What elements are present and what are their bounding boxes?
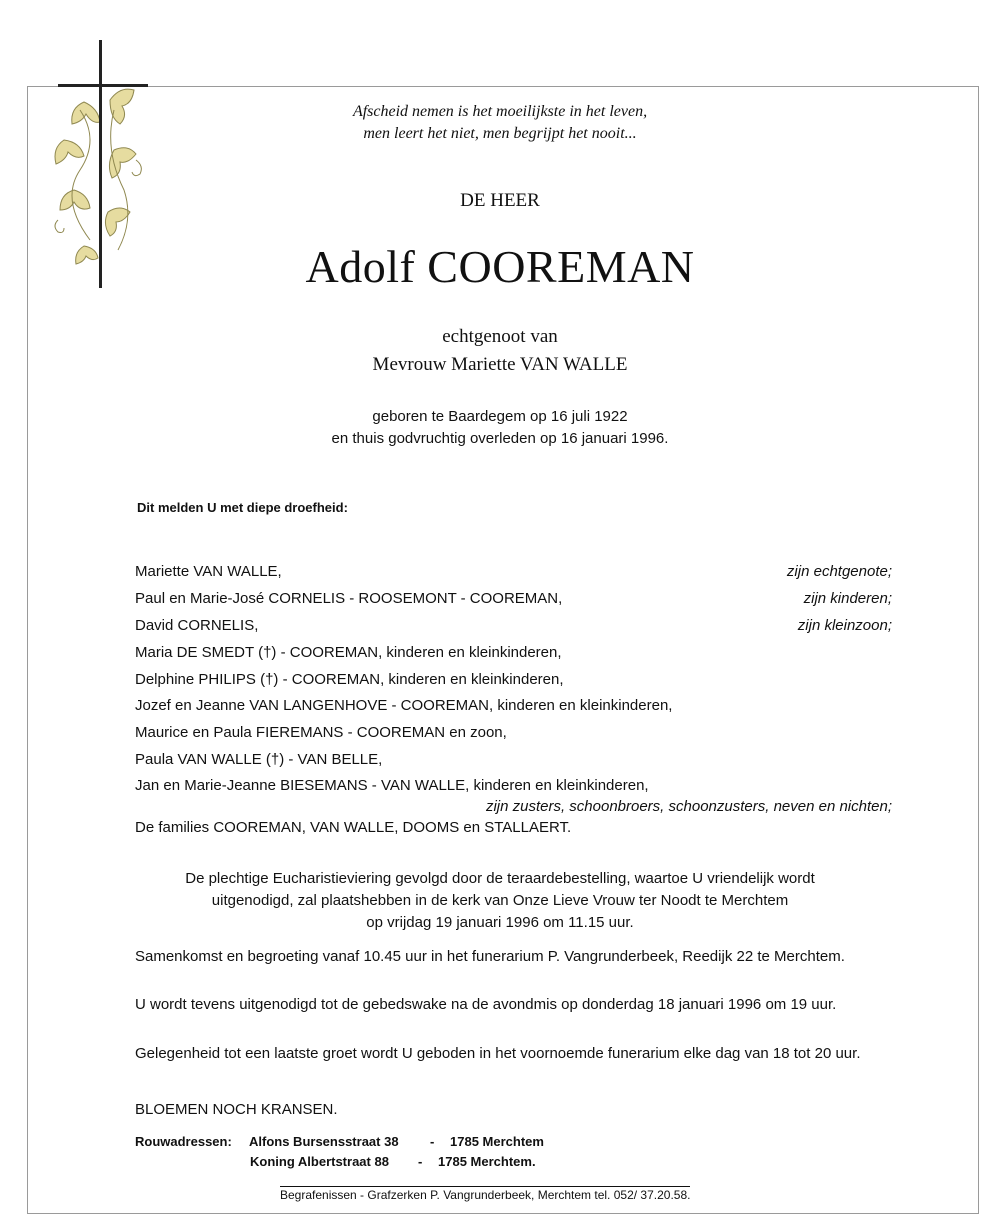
family-name: Delphine PHILIPS (†) - COOREMAN, kinderen en kleinkinderen, [135, 671, 564, 688]
family-relation: zijn kleinzoon; [797, 617, 892, 634]
ceremony-line-2: uitgenodigd, zal plaatshebben in de kerk van Onze Lieve Vrouw ter Noodt te Merchtem [211, 892, 789, 909]
quote-line-1: Afscheid nemen is het moeilijkste in het leven, [352, 103, 648, 120]
flowers-notice: BLOEMEN NOCH KRANSEN. [135, 1101, 338, 1118]
address-separator: - [430, 1134, 435, 1149]
address-street: Koning Albertstraat 88 [250, 1154, 389, 1169]
quote-line-2: men leert het niet, men begrijpt het nooit... [363, 125, 637, 142]
farewell-visit-paragraph: Gelegenheid tot een laatste groet wordt U geboden in het voornoemde funerarium elke dag van 18 tot 20 uur. [135, 1045, 861, 1062]
intro-text: Dit melden U met diepe droefheid: [137, 500, 348, 515]
address-separator: - [418, 1154, 423, 1169]
death-line: en thuis godvruchtig overleden op 16 januari 1996. [331, 430, 669, 447]
family-name: Maria DE SMEDT (†) - COOREMAN, kinderen en kleinkinderen, [135, 644, 562, 661]
addresses-label: Rouwadressen: [135, 1134, 232, 1149]
deceased-name: Adolf COOREMAN [305, 241, 695, 292]
family-name: Mariette VAN WALLE, [135, 563, 282, 580]
family-relation: zijn zusters, schoonbroers, schoonzusters, neven en nichten; [485, 798, 892, 815]
spouse-name: Mevrouw Mariette VAN WALLE [372, 354, 628, 375]
address-street: Alfons Bursensstraat 38 [249, 1134, 399, 1149]
ceremony-line-3: op vrijdag 19 januari 1996 om 11.15 uur. [366, 914, 634, 931]
title-prefix: DE HEER [460, 190, 540, 211]
spouse-label: echtgenoot van [442, 326, 558, 347]
family-name: Paul en Marie-José CORNELIS - ROOSEMONT - COOREMAN, [135, 590, 563, 607]
gathering-paragraph: Samenkomst en begroeting vanaf 10.45 uur in het funerarium P. Vangrunderbeek, Reedijk 22 te Merchtem. [135, 948, 845, 965]
ceremony-announcement [0, 868, 1000, 934]
birth-death-info [0, 406, 1000, 450]
address-city: 1785 Merchtem. [438, 1154, 536, 1169]
vigil-paragraph: U wordt tevens uitgenodigd tot de gebedswake na de avondmis op donderdag 18 januari 1996 om 19 uur. [135, 996, 837, 1013]
ceremony-line-1: De plechtige Eucharistieviering gevolgd door de teraardebestelling, waartoe U vriendelijk wordt [185, 870, 815, 887]
farewell-quote [0, 101, 1000, 145]
address-city: 1785 Merchtem [450, 1134, 544, 1149]
family-name: Maurice en Paula FIEREMANS - COOREMAN en zoon, [135, 724, 507, 741]
family-name: Jozef en Jeanne VAN LANGENHOVE - COOREMAN, kinderen en kleinkinderen, [135, 697, 673, 714]
family-name: Paula VAN WALLE (†) - VAN BELLE, [135, 751, 383, 768]
funeral-director-footer: Begrafenissen - Grafzerken P. Vangrunderbeek, Merchtem tel. 052/ 37.20.58. [280, 1188, 691, 1202]
family-name: David CORNELIS, [135, 617, 259, 634]
family-name: Jan en Marie-Jeanne BIESEMANS - VAN WALLE, kinderen en kleinkinderen, [135, 777, 649, 794]
family-name: De families COOREMAN, VAN WALLE, DOOMS en STALLAERT. [135, 819, 572, 836]
birth-line: geboren te Baardegem op 16 juli 1922 [372, 408, 628, 425]
family-relation: zijn echtgenote; [786, 563, 892, 580]
family-relation: zijn kinderen; [803, 590, 892, 607]
